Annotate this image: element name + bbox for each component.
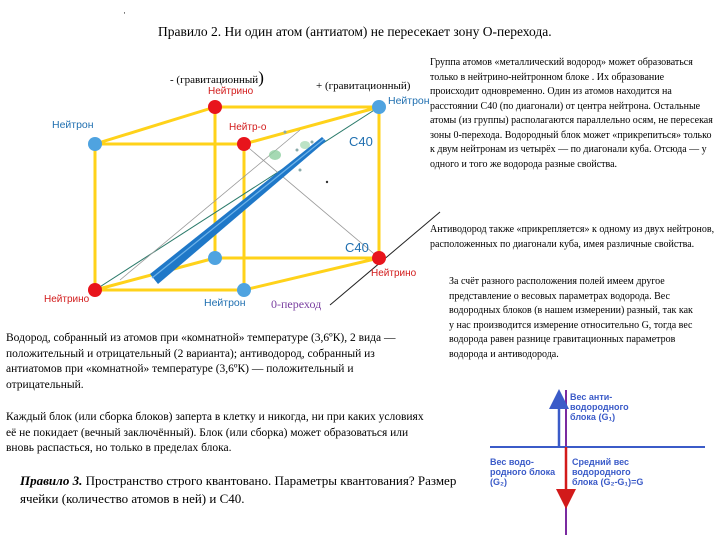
label-neutrino-bottom-back-right: Нейтрино [371,268,417,279]
anti-weight-label: Вес анти-водородного блока (G₁) [570,392,629,422]
node-blue [208,251,222,265]
node-blue [372,100,386,114]
decor-dot: · [123,8,126,18]
label-neutr-top-front-right: Нейтр-о [229,122,267,133]
node-red [88,283,102,297]
label-c40-lower: С40 [345,240,369,255]
page-title: Правило 2. Ни один атом (антиатом) не пересекает зону О-перехода. [158,24,552,39]
node-blue [88,137,102,151]
label-neutron-bottom-front-right: Нейтрон [204,297,246,309]
label-neutron-top-back-right: Нейтрон [388,95,430,107]
rule-3-text: Пространство строго квантовано. Параметры квантования? Размер ячейки (количество атомов в ней) и С40. [20,473,457,506]
node-red [237,137,251,151]
right-paragraph-3: За счёт разного расположения полей имеем другое представление о весовых параметрах водорода. Вес водородных блоков (в нашем измерении) разный, так как у нас производится измерение относительно G, тогда вес водорода равен разнице гравитационных параметров водорода и антиводорода. [449,276,693,360]
rule-3 [20,472,460,508]
label-neutron-top-front-left: Нейтрон [52,119,94,131]
diagonal-line [95,107,379,290]
label-neutrino-bottom-front-left: Нейтрино [44,294,90,305]
plus-gravity-label: + (гравитационный) [316,80,411,92]
minus-gravity-label: - (гравитационный [170,74,259,86]
right-paragraph-2: Антиводород также «прикрепляется» к одному из двух нейтронов, расположенных по диагонали куба, имея различные свойства. [430,224,715,250]
node-red [372,251,386,265]
mean-weight-label: Средний вес водородного блока (G₂-G₁)=G [572,457,644,487]
hydro-weight-label: Вес водо-родного блока (G₂) [490,457,556,487]
atom-green [269,150,281,160]
node-blue [237,283,251,297]
rule-3-label: Правило 3. [20,473,83,488]
right-paragraph-1: Группа атомов «металлический водород» может образоваться только в нейтрино-нейтронном блоке . Их образование происходит одновременно. Один из атомов находится на расстоянии С40 (по диагонали) от центра нейтрона. Остальные атомы (из группы) располагаются параллельно осям, не пересекая зоны 0-перехода. Водородный блок может «прикрепиться» только к двум нейтронам из четырёх — по диагонали куба. Отсюда — у одного и того же водорода разные свойства. [430,57,713,170]
minus-gravity-paren: ) [258,68,264,87]
bottom-paragraph-1: Водород, собранный из атомов при «комнатной» температуре (3,6ºК), 2 вида — положительный и отрицательный (2 варианта); антиводород, собранный из антиатомов при «комнатной» температуре (3,6ºК) — положительный и отрицательный. [6,332,396,391]
label-neutrino-top-back-left: Нейтрино [208,86,254,97]
label-zero-transition: 0-переход [271,297,322,311]
label-c40-upper: С40 [349,134,373,149]
node-red [208,100,222,114]
bottom-paragraph-2: Каждый блок (или сборка блоков) заперта в клетку и никогда, ни при каких условиях её не покидает (вечный заключённый). Блок (или сборка) может образоваться или вновь распасться, но только в пределах блока. [6,411,424,454]
